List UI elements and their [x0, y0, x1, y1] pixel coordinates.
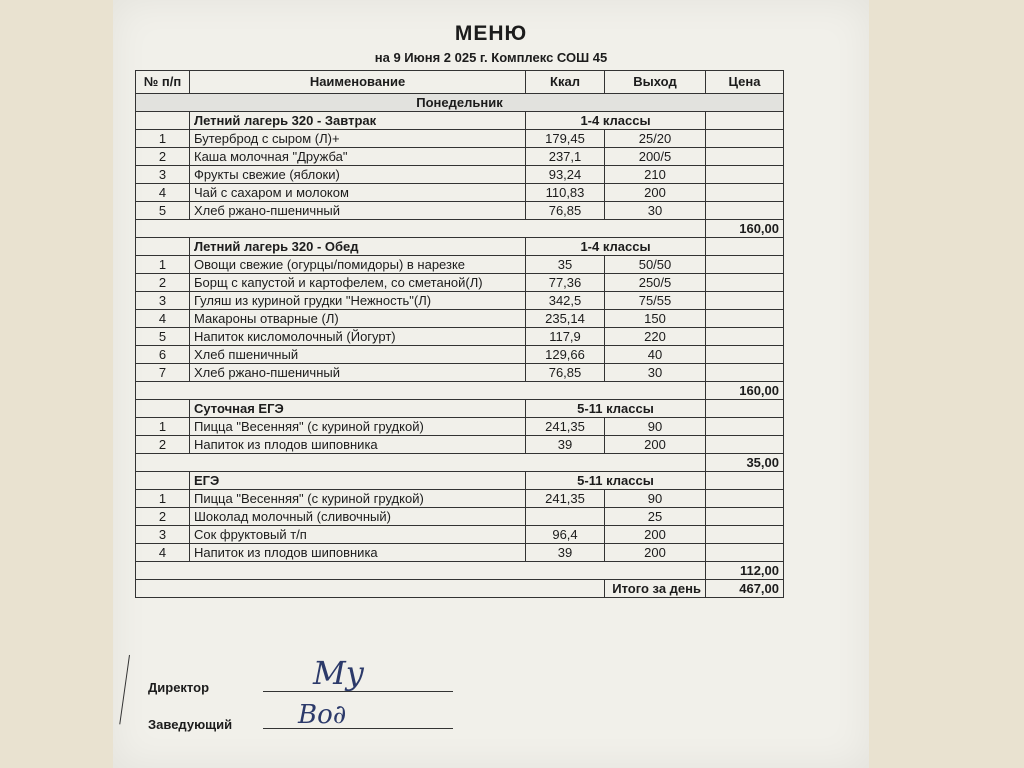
dish-price	[706, 508, 784, 526]
section-grade: 1-4 классы	[526, 112, 706, 130]
dish-price	[706, 130, 784, 148]
dish-kcal: 237,1	[526, 148, 605, 166]
header-kcal: Ккал	[526, 71, 605, 94]
dish-kcal: 179,45	[526, 130, 605, 148]
header-name: Наименование	[190, 71, 526, 94]
dish-portion: 50/50	[605, 256, 706, 274]
dish-portion: 25	[605, 508, 706, 526]
section-header-row	[136, 472, 784, 490]
header-row	[136, 71, 784, 94]
dish-portion: 200	[605, 436, 706, 454]
dish-portion: 90	[605, 490, 706, 508]
section-price-cell	[706, 238, 784, 256]
table-row	[136, 310, 784, 328]
table-row	[136, 130, 784, 148]
table-row	[136, 148, 784, 166]
section-total: 160,00	[706, 220, 784, 238]
dish-price	[706, 202, 784, 220]
dish-price	[706, 328, 784, 346]
director-label: Директор	[148, 680, 210, 695]
day-total-label: Итого за день	[605, 580, 706, 598]
dish-price	[706, 166, 784, 184]
dish-kcal: 342,5	[526, 292, 605, 310]
row-number: 4	[136, 184, 190, 202]
dish-name: Напиток из плодов шиповника	[190, 544, 526, 562]
row-number: 6	[136, 346, 190, 364]
table-row	[136, 328, 784, 346]
dish-price	[706, 148, 784, 166]
row-number: 2	[136, 274, 190, 292]
manager-signature-line	[263, 727, 453, 729]
dish-price	[706, 418, 784, 436]
day-row	[136, 94, 784, 112]
dish-price	[706, 292, 784, 310]
total-spacer	[136, 220, 706, 238]
dish-portion: 210	[605, 166, 706, 184]
manager-signature: Bo∂	[298, 700, 347, 730]
row-number: 4	[136, 310, 190, 328]
total-spacer	[136, 562, 706, 580]
dish-portion: 40	[605, 346, 706, 364]
dish-name: Сок фруктовый т/п	[190, 526, 526, 544]
dish-kcal: 241,35	[526, 490, 605, 508]
section-header-row	[136, 238, 784, 256]
section-num-cell	[136, 400, 190, 418]
section-total: 112,00	[706, 562, 784, 580]
dish-name: Шоколад молочный (сливочный)	[190, 508, 526, 526]
row-number: 7	[136, 364, 190, 382]
dish-name: Хлеб пшеничный	[190, 346, 526, 364]
table-row	[136, 436, 784, 454]
table-row	[136, 346, 784, 364]
dish-portion: 200/5	[605, 148, 706, 166]
total-spacer	[136, 454, 706, 472]
dish-kcal: 76,85	[526, 364, 605, 382]
dish-name: Хлеб ржано-пшеничный	[190, 202, 526, 220]
section-total-row	[136, 382, 784, 400]
section-total-row	[136, 220, 784, 238]
section-price-cell	[706, 472, 784, 490]
dish-price	[706, 364, 784, 382]
row-number: 2	[136, 508, 190, 526]
dish-kcal: 77,36	[526, 274, 605, 292]
dish-portion: 75/55	[605, 292, 706, 310]
dish-name: Хлеб ржано-пшеничный	[190, 364, 526, 382]
dish-kcal: 235,14	[526, 310, 605, 328]
dish-price	[706, 544, 784, 562]
menu-sheet	[113, 0, 869, 768]
dish-portion: 200	[605, 544, 706, 562]
total-spacer	[136, 382, 706, 400]
dish-portion: 30	[605, 364, 706, 382]
dish-price	[706, 274, 784, 292]
day-total-row	[136, 580, 784, 598]
dish-price	[706, 436, 784, 454]
margin-mark	[119, 655, 130, 724]
dish-name: Овощи свежие (огурцы/помидоры) в нарезке	[190, 256, 526, 274]
section-num-cell	[136, 238, 190, 256]
dish-name: Борщ с капустой и картофелем, со сметаной(Л)	[190, 274, 526, 292]
dish-price	[706, 526, 784, 544]
director-signature: Μy	[313, 654, 364, 692]
row-number: 2	[136, 148, 190, 166]
row-number: 1	[136, 490, 190, 508]
row-number: 1	[136, 130, 190, 148]
dish-price	[706, 184, 784, 202]
section-price-cell	[706, 112, 784, 130]
row-number: 5	[136, 202, 190, 220]
section-grade: 1-4 классы	[526, 238, 706, 256]
day-label: Понедельник	[136, 94, 784, 112]
dish-price	[706, 256, 784, 274]
row-number: 2	[136, 436, 190, 454]
table-row	[136, 292, 784, 310]
dish-name: Макароны отварные (Л)	[190, 310, 526, 328]
dish-kcal: 35	[526, 256, 605, 274]
section-title: Летний лагерь 320 - Обед	[190, 238, 526, 256]
section-total-row	[136, 454, 784, 472]
table-row	[136, 166, 784, 184]
dish-price	[706, 490, 784, 508]
section-header-row	[136, 112, 784, 130]
section-title: Суточная ЕГЭ	[190, 400, 526, 418]
table-row	[136, 526, 784, 544]
section-header-row	[136, 400, 784, 418]
dish-kcal: 76,85	[526, 202, 605, 220]
table-row	[136, 274, 784, 292]
header-num: № п/п	[136, 71, 190, 94]
dish-kcal: 117,9	[526, 328, 605, 346]
dish-price	[706, 346, 784, 364]
dish-name: Напиток кисломолочный (Йогурт)	[190, 328, 526, 346]
table-row	[136, 184, 784, 202]
table-row	[136, 544, 784, 562]
dish-name: Пицца "Весенняя" (с куриной грудкой)	[190, 490, 526, 508]
dish-portion: 220	[605, 328, 706, 346]
dish-name: Бутерброд с сыром (Л)+	[190, 130, 526, 148]
section-grade: 5-11 классы	[526, 472, 706, 490]
dish-price	[706, 310, 784, 328]
dish-name: Напиток из плодов шиповника	[190, 436, 526, 454]
dish-name: Гуляш из куриной грудки "Нежность"(Л)	[190, 292, 526, 310]
table-row	[136, 364, 784, 382]
dish-kcal: 39	[526, 544, 605, 562]
table-row	[136, 490, 784, 508]
row-number: 3	[136, 292, 190, 310]
dish-portion: 250/5	[605, 274, 706, 292]
header-price: Цена	[706, 71, 784, 94]
dish-portion: 200	[605, 526, 706, 544]
dish-kcal: 96,4	[526, 526, 605, 544]
section-price-cell	[706, 400, 784, 418]
table-row	[136, 418, 784, 436]
dish-portion: 200	[605, 184, 706, 202]
section-grade: 5-11 классы	[526, 400, 706, 418]
dish-kcal: 129,66	[526, 346, 605, 364]
section-total: 160,00	[706, 382, 784, 400]
section-num-cell	[136, 112, 190, 130]
section-title: Летний лагерь 320 - Завтрак	[190, 112, 526, 130]
dish-kcal	[526, 508, 605, 526]
dish-name: Фрукты свежие (яблоки)	[190, 166, 526, 184]
header-out: Выход	[605, 71, 706, 94]
table-row	[136, 202, 784, 220]
page-title: МЕНЮ	[454, 22, 528, 45]
menu-table	[135, 70, 784, 598]
table-row	[136, 508, 784, 526]
row-number: 1	[136, 256, 190, 274]
dish-portion: 90	[605, 418, 706, 436]
dish-portion: 25/20	[605, 130, 706, 148]
page-subtitle: на 9 Июня 2 025 г. Комплекс СОШ 45	[374, 50, 608, 65]
dish-name: Каша молочная "Дружба"	[190, 148, 526, 166]
row-number: 3	[136, 166, 190, 184]
row-number: 5	[136, 328, 190, 346]
dish-name: Чай с сахаром и молоком	[190, 184, 526, 202]
dish-name: Пицца "Весенняя" (с куриной грудкой)	[190, 418, 526, 436]
row-number: 3	[136, 526, 190, 544]
day-total-value: 467,00	[706, 580, 784, 598]
dish-portion: 30	[605, 202, 706, 220]
dish-portion: 150	[605, 310, 706, 328]
dish-kcal: 93,24	[526, 166, 605, 184]
section-total-row	[136, 562, 784, 580]
row-number: 4	[136, 544, 190, 562]
day-total-spacer	[136, 580, 605, 598]
manager-label: Заведующий	[148, 717, 233, 732]
dish-kcal: 39	[526, 436, 605, 454]
section-num-cell	[136, 472, 190, 490]
row-number: 1	[136, 418, 190, 436]
table-row	[136, 256, 784, 274]
section-total: 35,00	[706, 454, 784, 472]
section-title: ЕГЭ	[190, 472, 526, 490]
dish-kcal: 241,35	[526, 418, 605, 436]
dish-kcal: 110,83	[526, 184, 605, 202]
